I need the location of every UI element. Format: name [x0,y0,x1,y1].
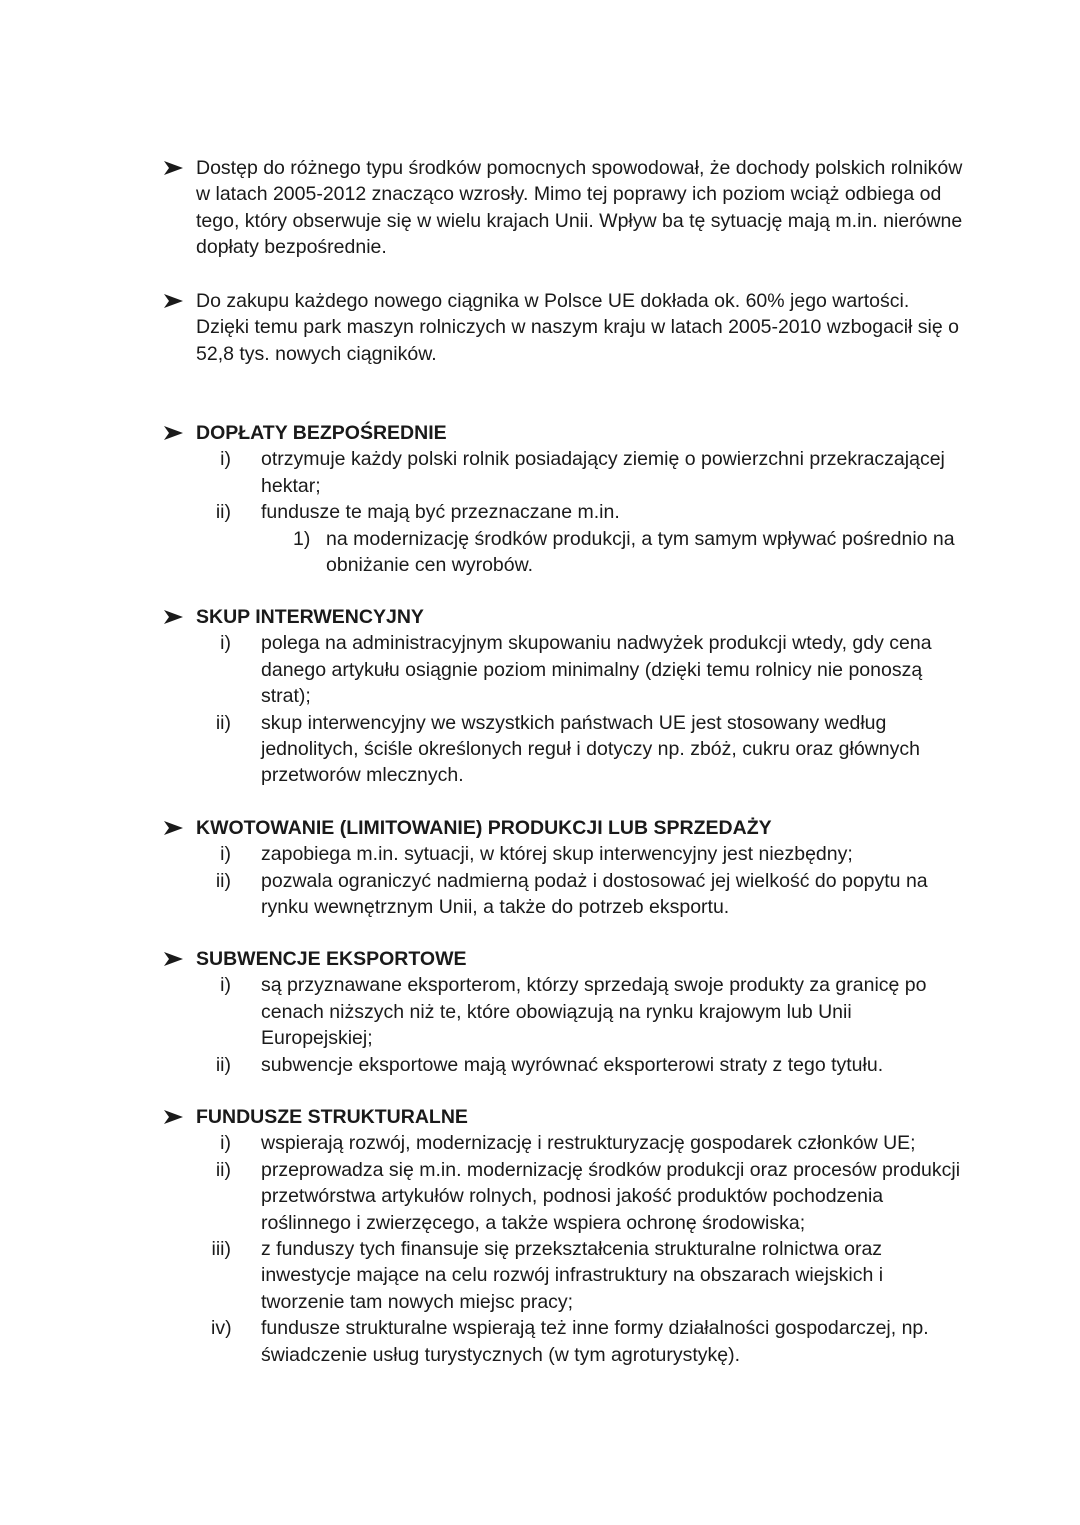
section-fundusze [163,1104,963,1368]
list-item-number: iii) [211,1238,231,1261]
list-item-text: są przyznawane eksporterom, którzy sprzedają swoje produkty za granicę po cenach niższych niż te, które obowiązują na rynku krajowym lub Unii Europejskiej; [261,974,927,1050]
list-item-number: ii) [215,501,231,524]
list-item-text: otrzymuje każdy polski rolnik posiadający ziemię o powierzchni przekraczającej hektar; [261,448,945,497]
section-heading: KWOTOWANIE (LIMITOWANIE) PRODUKCJI LUB SPRZEDAŻY [196,817,772,839]
list-item-text: zapobiega m.in. sytuacji, w której skup interwencyjny jest niezbędny; [261,843,853,866]
list-item-text: polega na administracyjnym skupowaniu nadwyżek produkcji wtedy, gdy cena danego artykułu osiągnie poziom minimalny (dzięki temu rolnicy nie ponoszą strat); [261,632,932,708]
list-item-number: iv) [211,1317,232,1340]
list-item-number: i) [220,632,231,655]
section-kwotowanie [163,815,963,921]
list-item-text: fundusze strukturalne wspierają też inne formy działalności gospodarczej, np. świadczenie usług turystycznych (w tym agroturystykę). [261,1317,929,1366]
list-item-number: ii) [215,711,231,734]
section-heading: DOPŁATY BEZPOŚREDNIE [196,422,447,444]
intro-paragraph-2 [163,288,963,367]
list-item-number: i) [220,448,231,471]
list-item-text: skup interwencyjny we wszystkich państwach UE jest stosowany według jednolitych, ściśle określonych reguł i dotyczy np. zbóż, cukru oraz głównych przetworów mlecznych. [261,711,920,787]
list-item [163,1052,963,1078]
list-item [163,1157,963,1236]
arrowhead-bullet-icon [163,292,189,318]
list-item [163,841,963,867]
list-item-number: ii) [215,1158,231,1181]
list-item [163,446,963,499]
section-heading: SUBWENCJE EKSPORTOWE [196,948,467,970]
list-item-text: przeprowadza się m.in. modernizację środków produkcji oraz procesów produkcji przetwórstwa artykułów rolnych, podnosi jakość produktów pochodzenia roślinnego i zwierzęcego, a także wspiera ochronę środowiska; [261,1158,961,1234]
intro-text-2: Do zakupu każdego nowego ciągnika w Polsce UE dokłada ok. 60% jego wartości. Dzięki temu park maszyn rolniczych w naszym kraju w latach 2005-2010 wzbogacił się o 52,8 tys. nowych ciągników. [196,290,959,365]
list-item-text: subwencje eksportowe mają wyrównać eksporterowi straty z tego tytułu. [261,1053,884,1076]
section-skup [163,604,963,789]
sub-list-item [163,526,963,579]
list-item [163,1130,963,1156]
list-item-text: wspierają rozwój, modernizację i restrukturyzację gospodarek członków UE; [261,1132,916,1155]
section-heading: FUNDUSZE STRUKTURALNE [196,1106,468,1128]
section-heading: SKUP INTERWENCYJNY [196,606,424,628]
list-item-number: i) [220,1132,231,1155]
section-doplaty [163,420,963,578]
list-item [163,868,963,921]
list-item-text: pozwala ograniczyć nadmierną podaż i dostosować jej wielkość do popytu na rynku wewnętrznym Unii, a także do potrzeb eksportu. [261,869,928,919]
list-item [163,1315,963,1368]
list-item [163,710,963,789]
list-item-number: i) [220,974,231,997]
list-item-number: ii) [215,869,231,892]
sub-list-item-number: 1) [293,527,311,550]
list-item [163,972,963,1051]
intro-text-1: Dostęp do różnego typu środków pomocnych spowodował, że dochody polskich rolników w latach 2005-2012 znacząco wzrosły. Mimo tej poprawy ich poziom wciąż odbiega od tego, który obserwuje się w wielu krajach Unii. Wpływ ba tę sytuację mają m.in. nierówne dopłaty bezpośrednie. [196,157,963,259]
section-subwencje [163,946,963,1078]
list-item [163,1236,963,1315]
arrowhead-bullet-icon [163,159,189,185]
intro-paragraph-1 [163,155,963,261]
list-item-text: z funduszy tych finansuje się przekształcenia strukturalne rolnictwa oraz inwestycje mające na celu rozwój infrastruktury na obszarach wiejskich i tworzenie tam nowych miejsc pracy; [261,1238,884,1313]
list-item-number: i) [220,843,231,866]
list-item-text: fundusze te mają być przeznaczane m.in. [261,501,620,524]
list-item [163,499,963,525]
sub-list-item-text: na modernizację środków produkcji, a tym samym wpływać pośrednio na obniżanie cen wyrobów. [326,527,955,577]
list-item [163,630,963,709]
list-item-number: ii) [215,1053,231,1076]
